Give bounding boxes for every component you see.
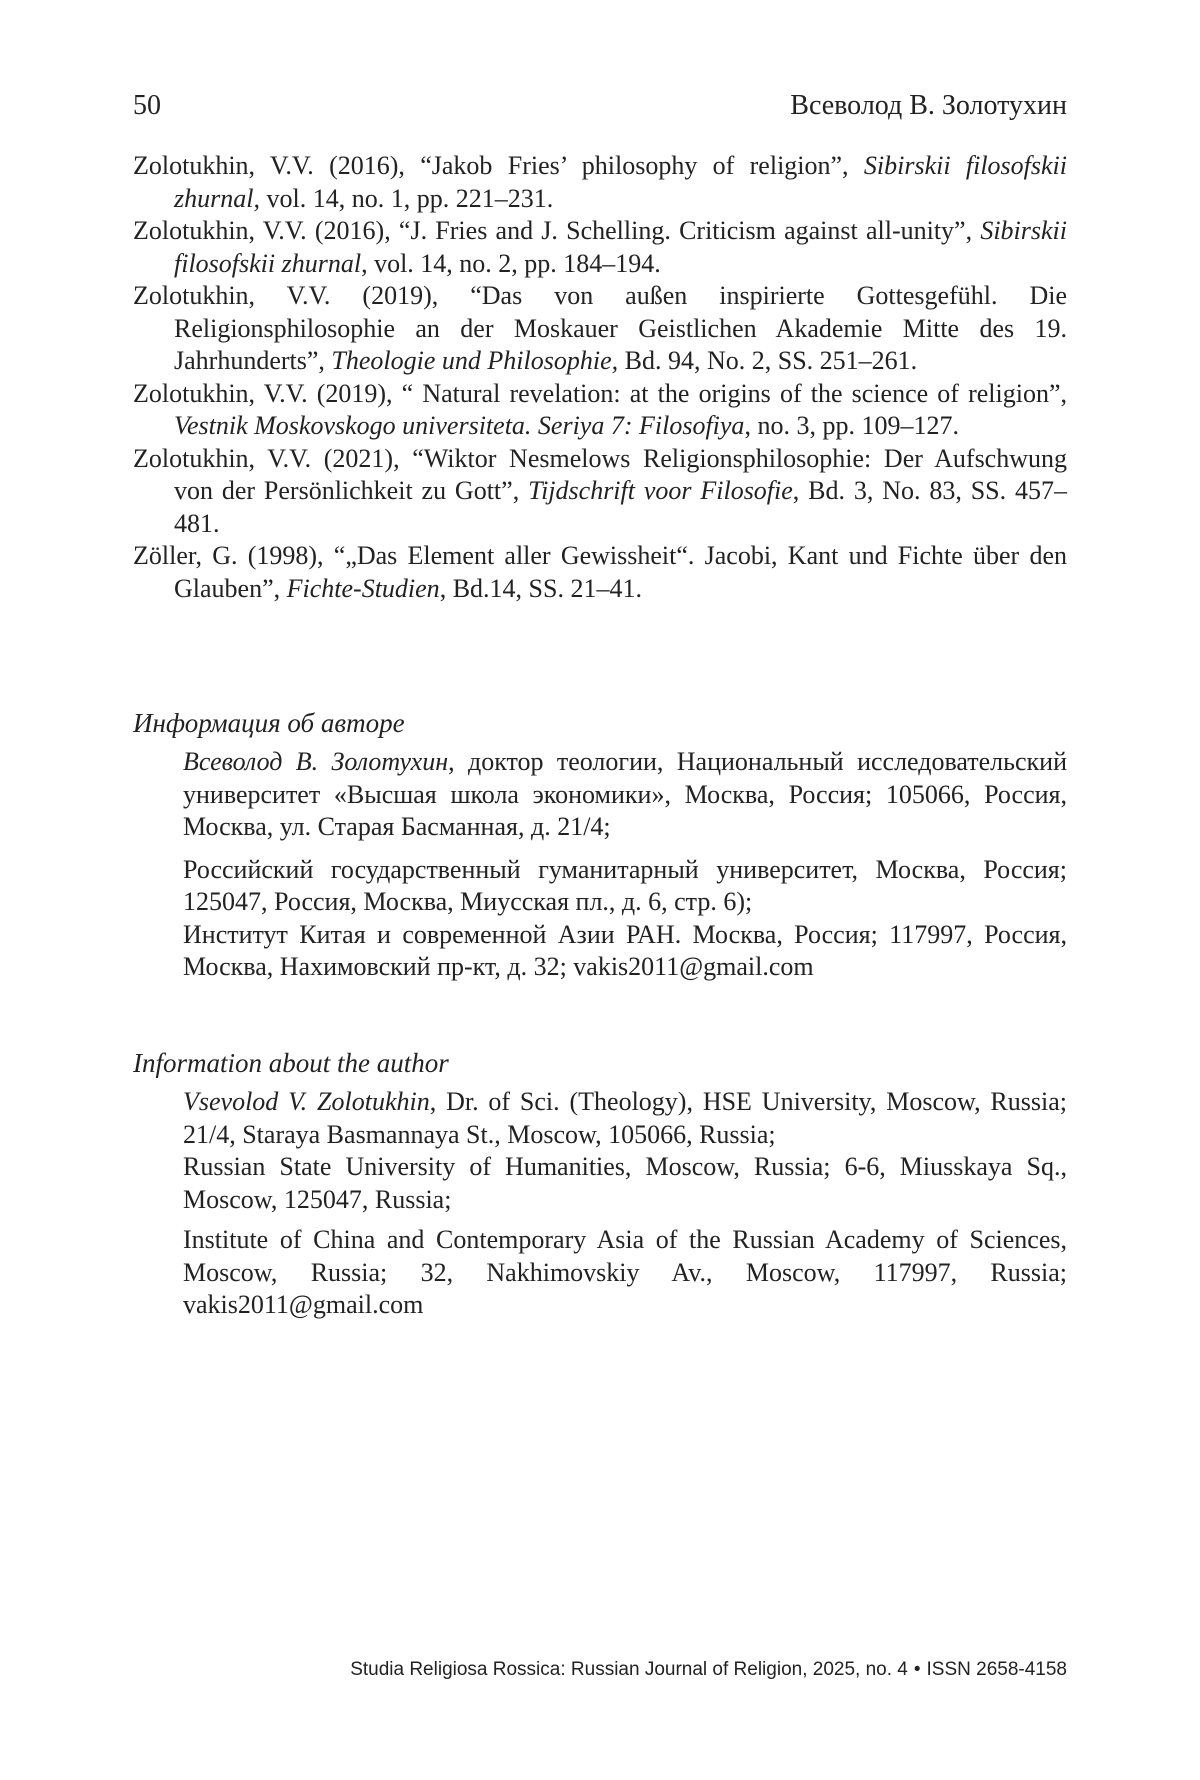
reference-item — [133, 215, 1067, 280]
reference-text: Zolotukhin, V.V. (2019), “ Natural revelation: at the origins of the science of religion”, — [133, 378, 1067, 408]
author-info-en — [183, 1086, 1067, 1322]
reference-details: , vol. 14, no. 2, pp. 184–194. — [361, 248, 661, 278]
reference-source: Vestnik Moskovskogo universiteta. Seriya 7: Filosofiya — [174, 411, 745, 440]
journal-citation: Studia Religiosa Rossica: Russian Journal of Religion, 2025, no. 4 — [350, 1659, 908, 1680]
issn: ISSN 2658-4158 — [926, 1659, 1067, 1680]
running-title: Всеволод В. Золотухин — [790, 90, 1067, 121]
reference-item — [133, 540, 1067, 605]
reference-details: Bd. 94, No. 2, SS. 251–261. — [618, 346, 918, 375]
author-info-ru-heading: Информация об авторе — [133, 708, 405, 738]
reference-details: , Bd.14, SS. 21–41. — [439, 573, 642, 603]
author-en-paragraph: Russian State University of Humanities, Moscow, Russia; 6-6, Miusskaya Sq., Moscow, 125047, Russia; — [183, 1152, 1067, 1214]
author-en-paragraph: Institute of China and Contemporary Asia of the Russian Academy of Sciences, Moscow, Russia; 32, Nakhimovskiy Av., Moscow, 117997, Russia; vakis2011@gmail.com — [183, 1225, 1067, 1319]
reference-text: Zolotukhin, V.V. (2021), “Wiktor Nesmelows Religionsphilosophie: Der Aufschwung von der Persönlichkeit zu Gott”, — [133, 443, 1067, 505]
reference-details: , no. 3, pp. 109–127. — [744, 411, 959, 440]
reference-item — [133, 443, 1067, 541]
author-ru-paragraph — [183, 746, 1067, 844]
author-info-en-heading: Information about the author — [133, 1048, 449, 1078]
reference-text: Zolotukhin, V.V. (2019), “Das von außen inspirierte Gottesgefühl. Die Religionsphilosophie an der Moskauer Geistlichen Akademie Mitte des 19. Jahrhunderts”, — [133, 281, 1067, 375]
reference-details: , Bd. 3, No. 83, SS. 457–481. — [174, 476, 1067, 538]
reference-item — [133, 280, 1067, 378]
reference-item — [133, 150, 1067, 215]
author-ru-paragraph: Институт Китая и современной Азии РАН. Москва, Россия; 117997, Россия, Москва, Нахимовский пр-кт, д. 32; vakis2011@gmail.com — [183, 919, 1067, 981]
page-footer — [133, 1656, 1067, 1684]
page-number: 50 — [133, 90, 161, 121]
author-info-ru — [183, 746, 1067, 984]
reference-list — [133, 150, 1067, 605]
reference-details: vol. 14, no. 1, pp. 221–231. — [259, 183, 554, 213]
reference-source: Tijdschrift voor Filosofie — [528, 476, 793, 505]
reference-text: Zolotukhin, V.V. (2016), “J. Fries and J. Schelling. Criticism against all-unity”, — [133, 216, 981, 245]
author-en-affiliation: , Dr. of Sci. (Theology), HSE University, Moscow, Russia; 21/4, Staraya Basmannaya St., Moscow, 105066, Russia; — [183, 1087, 1067, 1149]
author-en-paragraph — [183, 1086, 1067, 1151]
reference-source: Fichte-Studien — [286, 573, 440, 603]
page-header — [133, 86, 1067, 126]
reference-source: Sibirskii filosofskii zhurnal — [174, 216, 1067, 278]
author-name-ru: Всеволод В. Золотухин — [183, 747, 449, 776]
reference-text: Zolotukhin, V.V. (2016), “Jakob Fries’ philosophy of religion”, — [133, 151, 864, 180]
separator-dot: • — [913, 1659, 921, 1680]
author-ru-paragraph: Российский государственный гуманитарный университет, Москва, Россия; 125047, Россия, Москва, Миусская пл., д. 6, стр. 6); — [183, 854, 1067, 916]
reference-text: Zöller, G. (1998), “„Das Element aller Gewissheit“. Jacobi, Kant und Fichte über den Glauben”, — [133, 541, 1067, 603]
reference-source: Sibirskii filosofskii zhurnal, — [174, 151, 1068, 213]
author-name-en: Vsevolod V. Zolotukhin — [183, 1087, 430, 1116]
reference-item — [133, 378, 1067, 443]
reference-source: Theologie und Philosophie, — [331, 346, 619, 375]
author-ru-affiliation: , доктор теологии, Национальный исследовательский университет «Высшая школа экономики», Москва, Россия; 105066, Россия, Москва, ул. Старая Басманная, д. 21/4; — [183, 747, 1068, 841]
